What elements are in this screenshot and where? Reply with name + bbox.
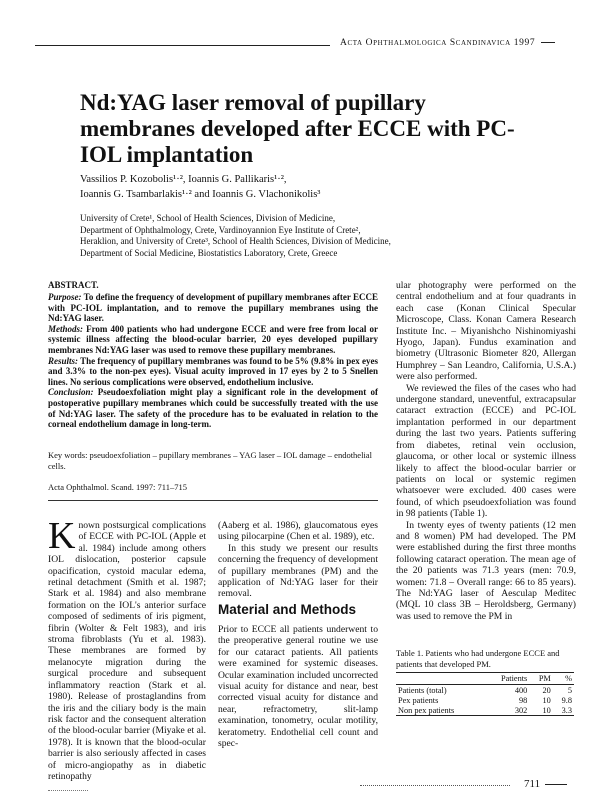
table-header-cell bbox=[396, 673, 485, 685]
affiliation-line: Department of Ophthalmology, Crete, Vardinoyannion Eye Institute of Crete², bbox=[80, 224, 361, 235]
table-header-row bbox=[396, 673, 574, 685]
body-paragraph: (Aaberg et al. 1986), glaucomatous eyes using pilocarpine (Chen et al. 1989), etc. bbox=[218, 520, 378, 543]
table-cell: 3.3 bbox=[553, 705, 574, 716]
citation: Acta Ophthalmol. Scand. 1997: 711–715 bbox=[48, 482, 187, 492]
methods-text: From 400 patients who had undergone ECCE and were free from local or systemic illness affecting the blood-ocular barrier, 20 eyes developed pupillary membranes Nd:YAG laser was used to remove these pupillary membranes. bbox=[48, 323, 378, 355]
abstract-body bbox=[48, 292, 378, 430]
intro-text: nown postsurgical complications of ECCE with PC-IOL (Apple et al. 1984) include among others IOL dislocation, posterior capsule opacification, cystoid macular edema, retinal detachment (Smith et al. 1987; Stark et al. 1984) and also membrane formation on the IOL's anterior surface composed of sediments of iris pigment, fibrin (Wolter & Felt 1983), and iris stroma fibroblasts (Yu et al. 1983). These membranes are formed by melanocyte migration during the surgical procedure and subsequent inflammatory reaction (Stark et al. 1980). Release of prostaglandins from the iris and the ciliary body is the main risk factor and the consequent alteration of the blood-ocular barrier (Miyake et al. 1978). It is known that the blood-ocular barrier is also seriously affected in cases of micro-angiopathy as in diabetic retinopathy bbox=[48, 520, 206, 782]
results-text: The frequency of pupillary membranes was found to be 5% (9.8% in pex eyes and 3.3% to the non-pex eyes). Visual acuity improved in 17 eyes by 2 to 5 Snellen lines. No serious complications were observed, endothelium inclusive. bbox=[48, 355, 378, 387]
journal-name: Acta Ophthalmologica Scandinavica 1997 bbox=[340, 38, 536, 48]
table-cell: 302 bbox=[485, 705, 530, 716]
citation-rule bbox=[48, 500, 378, 501]
body-paragraph: Prior to ECCE all patients underwent to the preoperative general routine we use for our cataract patients. All patients were examined for systemic diseases. Ocular examination included uncorrected visual acuity for distance and near, best corrected visual acuity for distance and near, refractometry, slit-lamp examination, tonometry, ocular motility, keratometry. Endothelial cell count and spec- bbox=[218, 624, 378, 750]
footer-rule bbox=[360, 785, 510, 786]
table-row bbox=[396, 685, 574, 696]
abstract-conclusion bbox=[48, 387, 378, 429]
affiliation-line: University of Crete¹, School of Health Sciences, Division of Medicine, bbox=[80, 213, 336, 223]
body-paragraph: We reviewed the files of the cases who had undergone standard, uneventful, extracapsular cataract extraction (ECCE) and PC-IOL implantation performed in our department during the last two years. Patients suffering from diabetes, retinal vein occlusion, glaucoma, or other local or systemic illness likely to affect the blood-ocular barrier or patients on local or systemic regimen whatsoever were excluded. 400 cases were found, of which pseudoexfoliation was found in 98 patients (Table 1). bbox=[396, 382, 576, 520]
body-column-2-bottom bbox=[218, 624, 378, 749]
authors-line-1: Vassilios P. Kozobolis¹·², Ioannis G. Pallikaris¹·², bbox=[80, 174, 287, 185]
authors bbox=[80, 172, 500, 202]
header-dash bbox=[541, 42, 555, 43]
table-cell: Pex patients bbox=[398, 695, 439, 705]
table-cell: 400 bbox=[514, 685, 528, 695]
conclusion-label: Conclusion: bbox=[48, 387, 94, 398]
conclusion-text: Pseudoexfoliation might play a significant role in the development of postoperative pupillary membranes which could be successfully treated with the use of Nd:YAG laser. The safety of the procedure has to be evaluated in relation to the corneal endothelium damage in long-term. bbox=[48, 387, 378, 430]
table-cell: 10 bbox=[529, 705, 553, 716]
body-column-1 bbox=[48, 515, 206, 782]
drop-cap: K bbox=[48, 515, 76, 557]
data-table bbox=[396, 672, 574, 716]
header-rule bbox=[35, 45, 330, 46]
body-paragraph: In twenty eyes of twenty patients (12 men and 8 women) PM had developed. The PM were established during the first three months following cataract operation. The mean age of the 20 patients was 71.3 years (men: 70.9, women: 71.8 – Overall range: 66 to 85 years). The Nd:YAG laser of Aesculap Meditec (MQL 10 class 3B – Heroldsberg, Germany) was used to remove the PM in bbox=[396, 519, 576, 622]
abstract-methods bbox=[48, 324, 378, 356]
journal-header bbox=[340, 38, 570, 48]
body-paragraph: In this study we present our results concerning the frequency of development of pupillary membranes (PM) and the application of Nd:YAG laser for their removal. bbox=[218, 542, 378, 600]
page-number-dash bbox=[545, 784, 567, 785]
table-cell: Non pex patients bbox=[396, 705, 485, 716]
page-number: 711 bbox=[524, 778, 541, 790]
article-title: Nd:YAG laser removal of pupillary membranes developed after ECCE with PC-IOL implantation bbox=[80, 90, 515, 167]
purpose-text: To define the frequency of development of pupillary membranes after ECCE with PC-IOL implantation, and to remove the pupillary membranes using the Nd:YAG laser. bbox=[48, 292, 378, 324]
intro-paragraph bbox=[48, 515, 206, 782]
table-cell: 98 bbox=[518, 695, 528, 705]
table-cell: 10 bbox=[542, 695, 551, 705]
abstract-results bbox=[48, 356, 378, 388]
footer-rule-left bbox=[48, 790, 88, 791]
table-title: Table 1. Patients who had undergone ECCE and patients that developed PM. bbox=[396, 648, 560, 669]
table-cell: 9.8 bbox=[561, 695, 572, 705]
methods-label: Methods: bbox=[48, 323, 84, 334]
body-column-2-top bbox=[218, 520, 378, 600]
methods-heading: Material and Methods bbox=[218, 602, 357, 617]
abstract-purpose bbox=[48, 292, 378, 324]
results-label: Results: bbox=[48, 355, 79, 366]
body-column-3 bbox=[396, 280, 576, 622]
affiliation-line: Heraklion, and University of Crete³, School of Health Sciences, Division of Medicine, bbox=[80, 236, 391, 246]
abstract-heading: ABSTRACT. bbox=[48, 280, 99, 290]
affiliations bbox=[80, 213, 540, 259]
keywords: Key words: pseudoexfoliation – pupillary membranes – YAG laser – IOL damage – endothelial cells. bbox=[48, 450, 372, 471]
table-cell: Patients (total) bbox=[398, 685, 447, 695]
affiliation-line: Department of Social Medicine, Biostatistics Laboratory, Crete, Greece bbox=[80, 247, 338, 258]
authors-line-2: Ioannis G. Tsambarlakis¹·² and Ioannis G. Vlachonikolis³ bbox=[80, 189, 321, 200]
table-header-cell: Patients bbox=[485, 673, 530, 685]
table-header-cell: % bbox=[553, 673, 574, 685]
table-cell: 5 bbox=[567, 685, 572, 695]
table-row bbox=[396, 695, 574, 705]
table-header-cell: PM bbox=[529, 673, 553, 685]
table-cell: 20 bbox=[542, 685, 551, 695]
body-paragraph: ular photography were performed on the central endothelium and at four quadrants in each case (Konan Clinical Specular Microscope, Class. Konan Camera Research Institute Inc. – Miyanishcho Nishinomiyashi Hyogo, Japan). Fundus examination and biometry (Ultrasonic Biometer 820, Allergan Humphrey – San Leandro, California, U.S.A.) were also performed. bbox=[396, 280, 576, 383]
purpose-label: Purpose: bbox=[48, 292, 82, 302]
table-row bbox=[396, 705, 574, 716]
